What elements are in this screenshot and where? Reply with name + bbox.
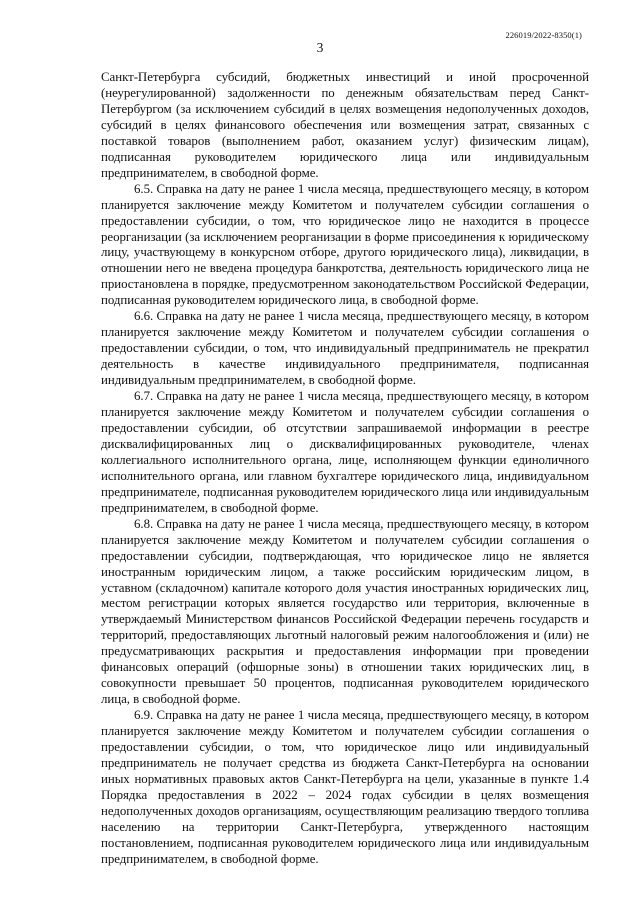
document-id: 226019/2022-8350(1) xyxy=(505,30,582,40)
paragraph-6-9: 6.9. Справка на дату не ранее 1 числа месяца, предшествующего месяцу, в котором планируется заключение между Комитетом и получателем субсидии соглашения о предоставлении субсидии, о том, что юридическое лицо или индивидуальный предприниматель не получает средства из бюджета Санкт-Петербурга на основании иных нормативных правовых актов Санкт-Петербурга на цели, указанные в пункте 1.4 Порядка предоставления в 2022 – 2024 годах субсидии в целях возмещения недополученных доходов организациям, осуществляющим реализацию твердого топлива населению на территории Санкт-Петербурга, утвержденного настоящим постановлением, подписанная руководителем юридического лица или индивидуальным предпринимателем, в свободной форме. xyxy=(101,708,589,866)
document-body xyxy=(101,70,589,868)
paragraph-6-5: 6.5. Справка на дату не ранее 1 числа месяца, предшествующего месяцу, в котором планируется заключение между Комитетом и получателем субсидии соглашения о предоставлении субсидии, о том, что юридическое лицо не находится в процессе реорганизации (за исключением реорганизации в форме присоединения к юридическому лицу, участвующему в конкурсном отборе, другого юридического лица), ликвидации, в отношении него не введена процедура банкротства, деятельность юридического лица не приостановлена в порядке, предусмотренном законодательством Российской Федерации, подписанная руководителем юридического лица, в свободной форме. xyxy=(101,181,589,308)
paragraph-6-6: 6.6. Справка на дату не ранее 1 числа месяца, предшествующего месяцу, в котором планируется заключение между Комитетом и получателем субсидии соглашения о предоставлении субсидии, о том, что индивидуальный предприниматель не прекратил деятельность в качестве индивидуального предпринимателя, подписанная индивидуальным предпринимателем, в свободной форме. xyxy=(101,309,589,388)
paragraph-6-8: 6.8. Справка на дату не ранее 1 числа месяца, предшествующего месяцу, в котором планируется заключение между Комитетом и получателем субсидии соглашения о предоставлении субсидии, подтверждающая, что юридическое лицо не является иностранным юридическим лицом, а также российским юридическим лицом, в уставном (складочном) капитале которого доля участия иностранных юридических лиц, местом регистрации которых является государство или территория, включенные в утверждаемый Министерством финансов Российской Федерации перечень государств и территорий, предоставляющих льготный налоговый режим налогообложения и (или) не предусматривающих раскрытия и предоставления информации при проведении финансовых операций (офшорные зоны) в отношении таких юридических лиц, в совокупности превышает 50 процентов, подписанная руководителем юридического лица, в свободной форме. xyxy=(101,516,589,707)
page-number: 3 xyxy=(316,40,324,55)
paragraph-6-7: 6.7. Справка на дату не ранее 1 числа месяца, предшествующего месяцу, в котором планируется заключение между Комитетом и получателем субсидии соглашения о предоставлении субсидии, об отсутствии запрашиваемой информации в реестре дисквалифицированных лиц о дисквалифицированных руководителе, членах коллегиального исполнительного органа, лице, исполняющем функции единоличного исполнительного органа, или главном бухгалтере юридического лица, индивидуальном предпринимателе, подписанная руководителем юридического лица или индивидуальным предпринимателем, в свободной форме. xyxy=(101,389,589,515)
paragraph-continuation: Санкт-Петербурга субсидий, бюджетных инвестиций и иной просроченной (неурегулированной) задолженности по денежным обязательствам перед Санкт-Петербургом (за исключением субсидий в целях возмещения недополученных доходов, субсидий в целях финансового обеспечения или возмещения затрат, связанных с поставкой товаров (выполнением работ, оказанием услуг) физическим лицам), подписанная руководителем юридического лица или индивидуальным предпринимателем, в свободной форме. xyxy=(101,70,589,180)
